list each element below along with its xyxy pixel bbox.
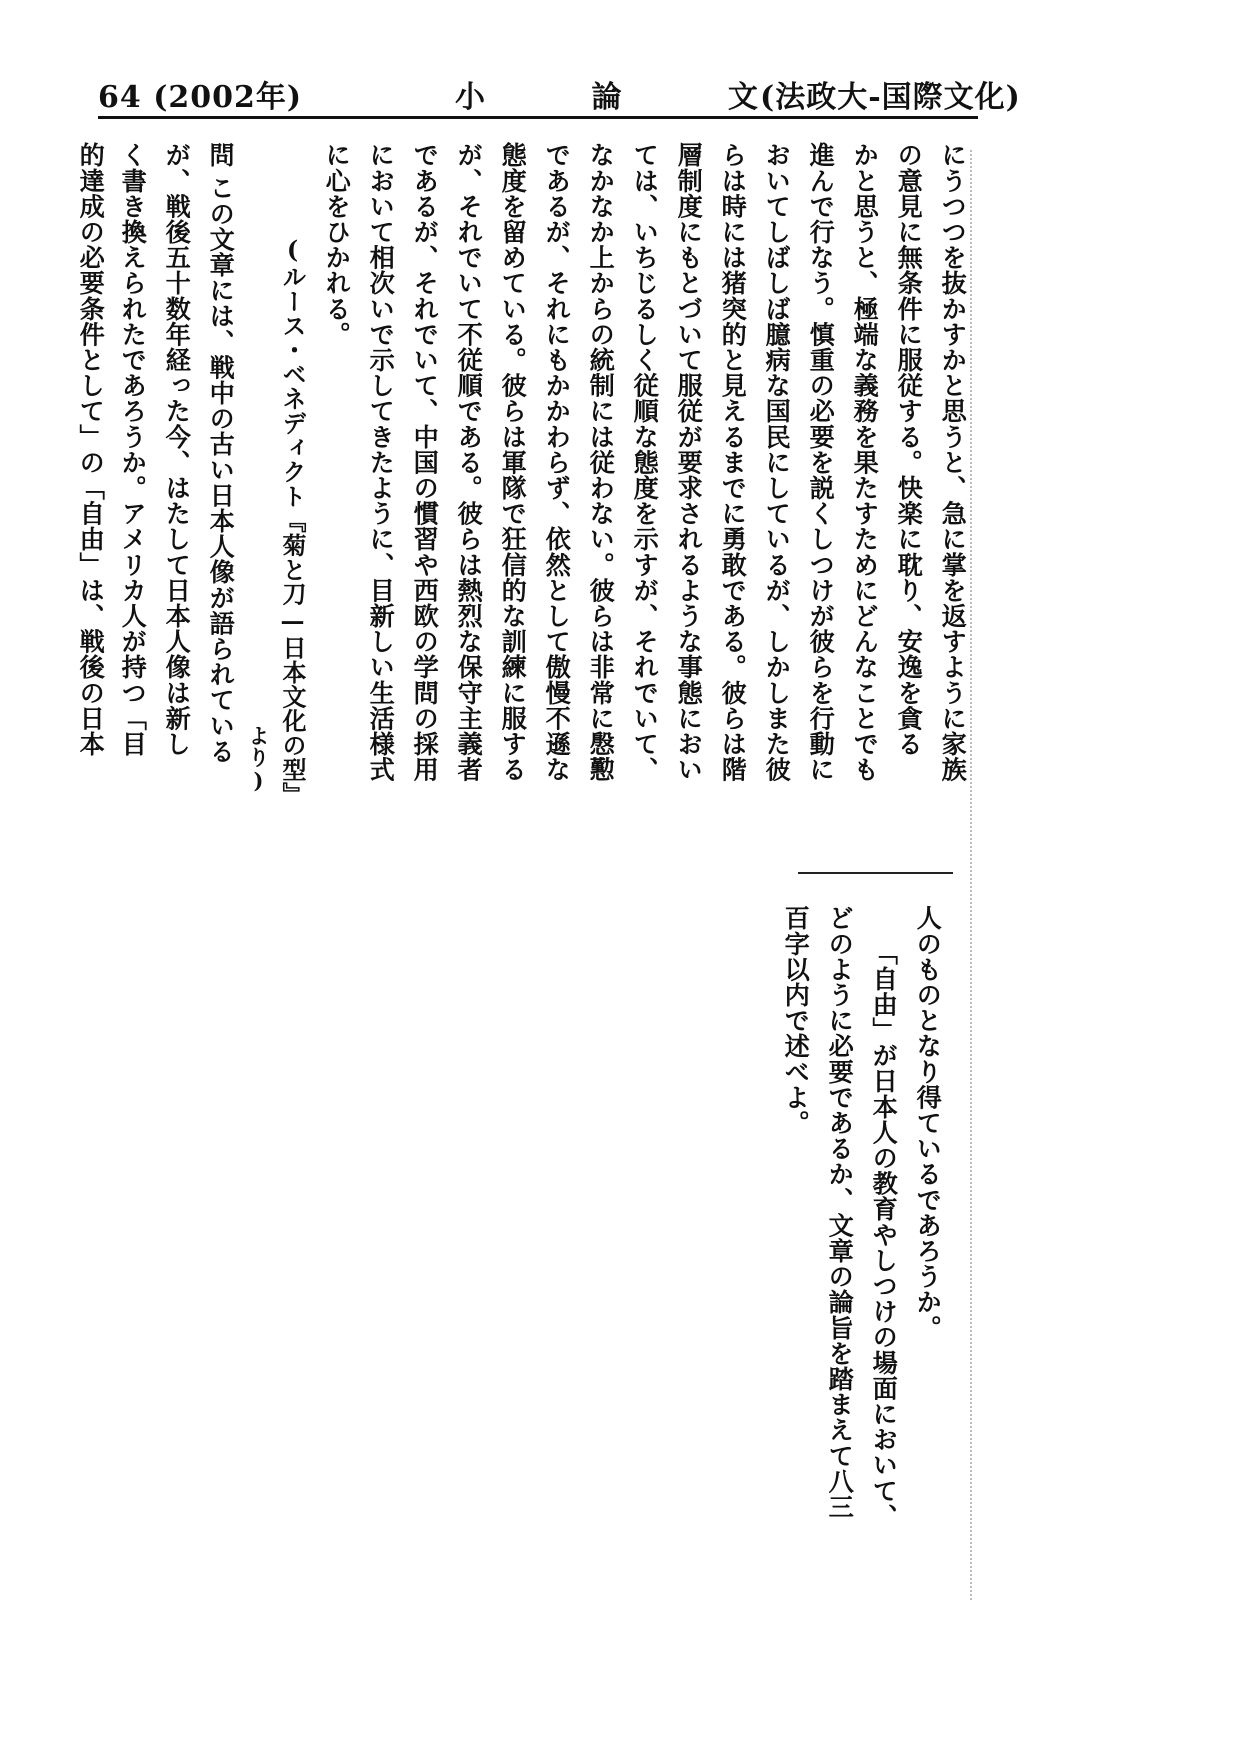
question-line: どのように必要であるか、文章の論旨を踏まえて八三 [825, 905, 856, 1520]
passage-line: ては、いちじるしく従順な態度を示すが、それでいて、 [630, 142, 661, 782]
passage-line: において相次いで示してきたように、目新しい生活様式 [366, 142, 397, 782]
passage-line: 進んで行なう。慎重の必要を説くしつけが彼らを行動に [806, 142, 837, 782]
page-number-year: 64 (2002年) [98, 80, 303, 115]
question-line: 百字以内で述べよ。 [781, 905, 812, 1136]
passage-line: かと思うと、極端な義務を果たすためにどんなことでも [850, 142, 881, 782]
passage-line: の意見に無条件に服従する。快楽に耽り、安逸を貪る [894, 142, 925, 757]
passage-line: 態度を留めている。彼らは軍隊で狂信的な訓練に服する [498, 142, 529, 782]
passage-line: が、それでいて不従順である。彼らは熱烈な保守主義者 [454, 142, 485, 782]
passage-line: に心をひかれる。 [322, 142, 353, 347]
passage-line: 層制度にもとづいて服従が要求されるような事態におい [674, 142, 705, 782]
university-label: (法政大-国際文化) [760, 80, 1021, 115]
source-citation: (ルース・ベネディクト『菊と刀—日本文化の型』 [278, 235, 307, 807]
source-citation-tail: より) [246, 725, 271, 794]
passage-line: にうつつを抜かすかと思うと、急に掌を返すように家族 [938, 142, 969, 782]
header-rule [98, 116, 978, 119]
passage-line: であるが、それでいて、中国の慣習や西欧の学問の採用 [410, 142, 441, 782]
passage-line: おいてしばしば臆病な国民にしているが、しかしまた彼 [762, 142, 793, 782]
question-line: 「自由」が日本人の教育やしつけの場面において、 [869, 940, 900, 1529]
question-line: 人のものとなり得ているであろうか。 [913, 905, 944, 1341]
passage-line: らは時には猪突的と見えるまでに勇敢である。彼らは階 [718, 142, 749, 782]
section-title: 小 論 文 [455, 80, 806, 115]
question-line: この文章には、戦中の古い日本人像が語られている [206, 175, 237, 764]
passage-line: なかなか上からの統制には従わない。彼らは非常に慇懃 [586, 142, 617, 782]
question-label: 問 [206, 142, 235, 168]
passage-line: であるが、それにもかかわらず、依然として傲慢不遜な [542, 142, 573, 782]
column-divider [798, 872, 953, 874]
question-line: が、戦後五十数年経った今、はたして日本人像は新し [162, 142, 193, 757]
scan-edge [970, 150, 978, 1600]
question-line: 的達成の必要条件として」の「自由」は、戦後の日本 [76, 142, 107, 757]
question-line: く書き換えられたであろうか。アメリカ人が持つ「目 [118, 142, 149, 757]
